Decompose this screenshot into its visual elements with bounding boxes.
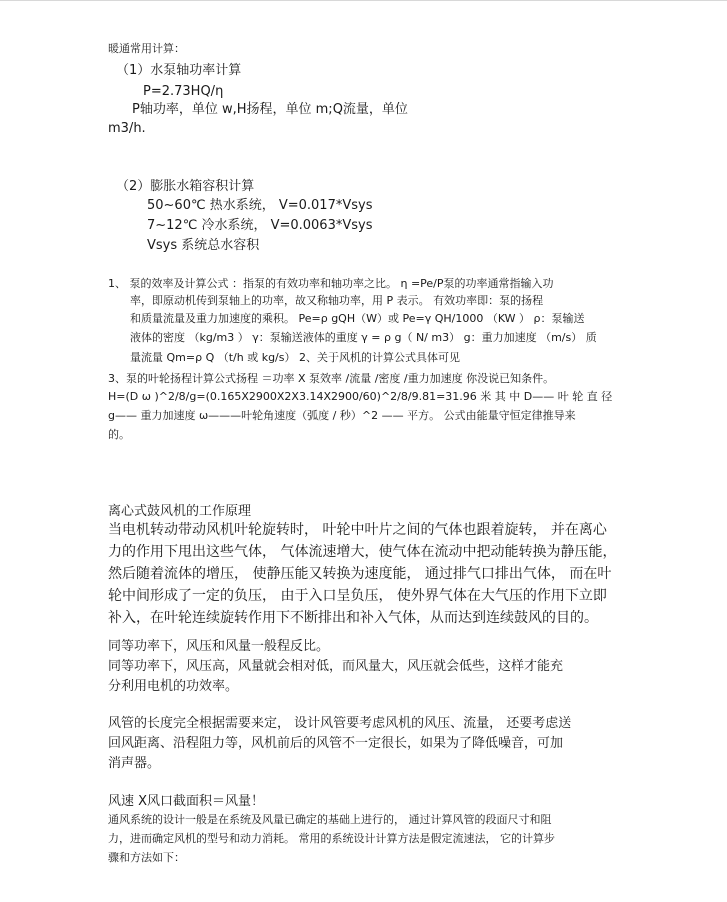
doc-title: 暖通常用计算：	[108, 42, 185, 55]
blower-principle-line-1: 当电机转动带动风机叶轮旋转时， 叶轮中叶片之间的气体也跟着旋转， 并在离心	[108, 522, 607, 538]
pump-efficiency-line-5: 量流量 Qm=ρ Q （t/h 或 kg/s） 2、关于风机的计算公式具体可见	[130, 351, 460, 364]
duct-length-line-3: 消声器。	[108, 756, 161, 771]
heading-blower-principle: 离心式鼓风机的工作原理	[108, 504, 252, 519]
duct-length-line-2: 回风距离、沿程阻力等，风机前后的风管不一定很长，如果为了降低噪音，可加	[108, 736, 564, 751]
heading-pump-power: （1）水泵轴功率计算	[116, 63, 242, 78]
blower-principle-line-4: 轮中间形成了一定的负压， 由于入口呈负压， 使外界气体在大气压的作用下立即	[108, 588, 607, 604]
ventilation-design-line-2: 力，进而确定风机的型号和动力消耗。 常用的系统设计计算方法是假定流速法， 它的计算步	[108, 832, 555, 845]
duct-length-line-1: 风管的长度完全根据需要来定， 设计风管要考虑风机的风压、流量， 还要考虑送	[108, 716, 572, 731]
pump-efficiency-line-2: 率，即原动机传到泵轴上的功率，故又称轴功率，用 P 表示。 有效功率即：泵的扬程	[130, 294, 544, 307]
blower-principle-line-2: 力的作用下甩出这些气体， 气体流速增大，使气体在流动中把动能转换为静压能，	[108, 544, 617, 560]
blower-principle-line-3: 然后随着流体的增压， 使静压能又转换为速度能， 通过排气口排出气体， 而在叶	[108, 566, 612, 582]
ventilation-design-line-3: 骤和方法如下：	[108, 851, 185, 864]
hot-water-formula: 50~60℃ 热水系统， V=0.017*Vsys	[147, 198, 373, 213]
cold-water-formula: 7~12℃ 冷水系统， V=0.0063*Vsys	[147, 218, 373, 233]
ventilation-design-line-1: 通风系统的设计一般是在系统及风量已确定的基础上进行的， 通过计算风管的段面尺寸和阻	[108, 813, 552, 826]
blower-principle-line-5: 补入，在叶轮连续旋转作用下不断排出和补入气体，从而达到连续鼓风的目的。	[108, 610, 598, 626]
vsys-definition: Vsys 系统总水容积	[147, 238, 260, 253]
pump-efficiency-line-3: 和质量流量及重力加速度的乘积。 Pe=ρ gQH（W）或 Pe=γ QH/1000 （KW ） ρ：泵输送	[130, 312, 585, 325]
impeller-head-line-3: g—— 重力加速度 ω———叶轮角速度（弧度 / 秒）^2 —— 平方。 公式由能量守恒定律推导来	[108, 409, 576, 422]
pump-efficiency-line-4: 液体的密度 （kg/m3 ） γ：泵输送液体的重度 γ = ρ g（ N/ m3） g：重力加速度 （m/s） 质	[130, 331, 597, 344]
heading-air-volume: 风速 X风口截面积＝风量！	[108, 794, 265, 809]
pump-efficiency-line-1: 1、 泵的效率及计算公式 ：指泵的有效功率和轴功率之比。 η =Pe/P泵的功率通常指输入功	[108, 277, 554, 290]
pressure-volume-line-1: 同等功率下，风压和风量一般程反比。	[108, 639, 330, 654]
impeller-head-line-4: 的。	[108, 428, 130, 441]
pressure-volume-line-2: 同等功率下，风压高，风量就会相对低，而风量大，风压就会低些，这样才能充	[108, 659, 564, 674]
impeller-head-line-2: H=(D ω )^2/8/g=(0.165X2900X2X3.14X2900/60)^2/8/9.81=31.96 米 其 中 D—— 叶 轮 直 径	[108, 390, 613, 403]
pressure-volume-line-3: 分利用电机的功效率。	[108, 679, 239, 694]
formula-pump-power: P=2.73HQ/η	[143, 84, 224, 99]
pump-power-units: P轴功率，单位 w,H扬程，单位 m;Q流量，单位	[132, 102, 408, 117]
page-top-border	[0, 0, 727, 1]
impeller-head-line-1: 3、泵的叶轮扬程计算公式扬程 ＝功率 X 泵效率 /流量 /密度 /重力加速度 你没说已知条件。	[108, 372, 555, 385]
pump-power-units-cont: m3/h.	[108, 121, 146, 136]
heading-expansion-tank: （2）膨胀水箱容积计算	[116, 179, 255, 194]
